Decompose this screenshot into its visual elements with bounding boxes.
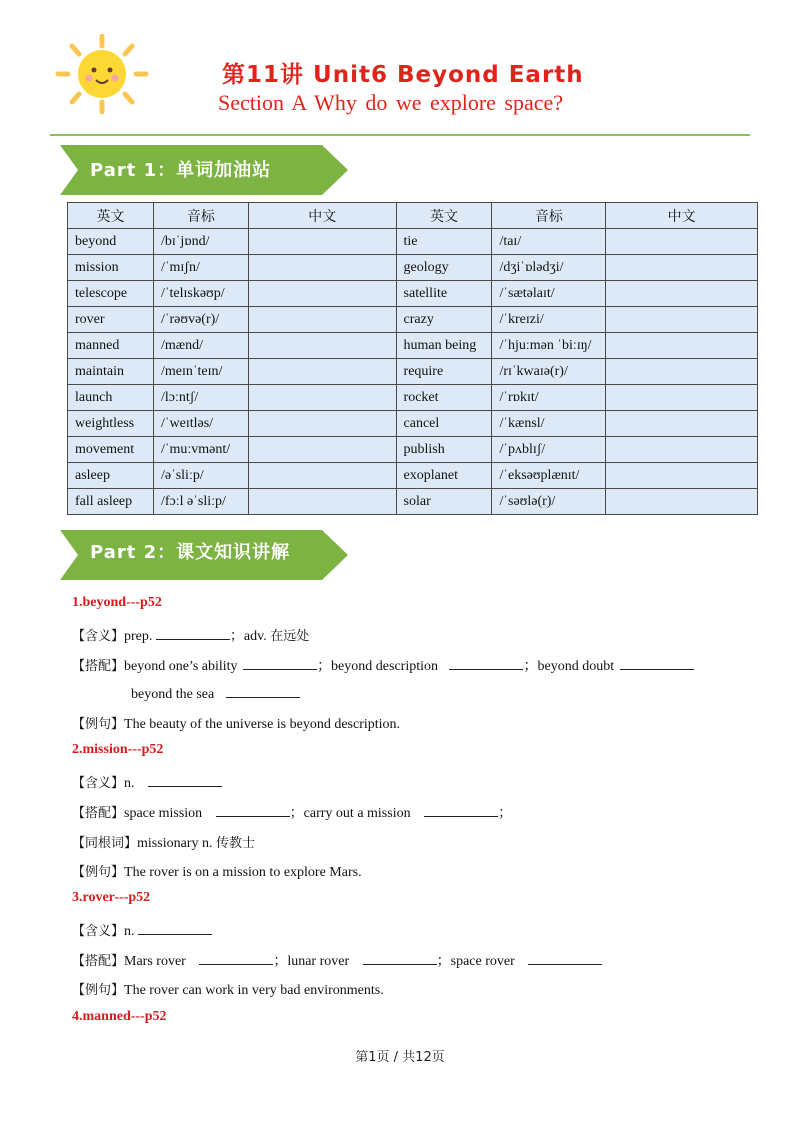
part2-banner (60, 530, 350, 580)
collocation-tag: 【搭配】 (72, 806, 125, 821)
phonetic-cell: /ˈpʌblɪʃ/ (492, 437, 606, 463)
phonetic-cell: /ˈweɪtləs/ (153, 411, 248, 437)
chinese-cell[interactable] (606, 229, 758, 255)
fill-blank[interactable] (363, 950, 437, 965)
fill-blank[interactable] (138, 920, 212, 935)
lesson-title: 第11讲 Unit6 Beyond Earth (222, 62, 584, 88)
phonetic-cell: /ˈkænsl/ (492, 411, 606, 437)
meaning-tag: 【含义】 (72, 629, 125, 644)
chinese-cell[interactable] (248, 333, 396, 359)
example-tag: 【例句】 (72, 983, 125, 998)
phonetic-cell: /meɪnˈteɪn/ (153, 359, 248, 385)
meaning-line (72, 920, 212, 940)
chinese-cell[interactable] (606, 411, 758, 437)
entry-heading: 1.beyond---p52 (72, 595, 162, 610)
meaning-line (72, 772, 222, 792)
phonetic-cell: /ˈeksəʊplænɪt/ (492, 463, 606, 489)
english-cell: tie (396, 229, 492, 255)
phonetic-cell: /taɪ/ (492, 229, 606, 255)
chinese-cell[interactable] (606, 281, 758, 307)
example-line (72, 979, 384, 999)
fill-blank[interactable] (620, 655, 694, 670)
phonetic-cell: /ˈtelɪskəʊp/ (153, 281, 248, 307)
example-line (72, 861, 362, 881)
section-title: Section A Why do we explore space? (218, 90, 564, 115)
header-cell: 中文 (606, 203, 758, 229)
vocab-row (68, 229, 758, 255)
vocab-row (68, 385, 758, 411)
phonetic-cell: /əˈsliːp/ (153, 463, 248, 489)
page-footer: 第1页 / 共12页 (355, 1050, 445, 1065)
collocation-text: space mission (124, 806, 203, 821)
collocation-text: ；lunar rover (273, 954, 350, 969)
collocation-text: ； (498, 806, 513, 821)
collocation-text: beyond the sea (131, 687, 215, 702)
collocation-line (72, 655, 694, 675)
fill-blank[interactable] (528, 950, 602, 965)
chinese-cell[interactable] (248, 411, 396, 437)
sun-logo-icon (52, 34, 152, 114)
chinese-cell[interactable] (606, 333, 758, 359)
entry-heading: 2.mission---p52 (72, 742, 164, 757)
english-cell: manned (68, 333, 154, 359)
english-cell: beyond (68, 229, 154, 255)
chinese-cell[interactable] (606, 489, 758, 515)
english-cell: geology (396, 255, 492, 281)
collocation-line (72, 802, 512, 822)
english-cell: publish (396, 437, 492, 463)
part2-label: Part 2：课文知识讲解 (90, 542, 291, 563)
phonetic-cell: /ˈmɪʃn/ (153, 255, 248, 281)
header-divider (50, 134, 750, 136)
chinese-cell[interactable] (248, 359, 396, 385)
header-cell: 中文 (248, 203, 396, 229)
english-cell: telescope (68, 281, 154, 307)
english-cell: crazy (396, 307, 492, 333)
english-cell: rocket (396, 385, 492, 411)
phonetic-cell: /ˈrɒkɪt/ (492, 385, 606, 411)
header-cell: 音标 (492, 203, 606, 229)
header-cell: 英文 (396, 203, 492, 229)
cognate-cn: 传教士 (215, 836, 255, 851)
meaning-tag: 【含义】 (72, 776, 125, 791)
cognate-tag: 【同根词】 (72, 836, 138, 851)
english-cell: rover (68, 307, 154, 333)
fill-blank[interactable] (148, 772, 222, 787)
vocab-row (68, 463, 758, 489)
cognate-text: missionary n. (137, 836, 213, 851)
meaning-line (72, 625, 309, 645)
collocation-tag: 【搭配】 (72, 954, 125, 969)
vocab-row (68, 359, 758, 385)
english-cell: require (396, 359, 492, 385)
entry-heading: 4.manned---p52 (72, 1009, 167, 1024)
fill-blank[interactable] (156, 625, 230, 640)
vocab-row (68, 255, 758, 281)
part1-banner (60, 145, 350, 195)
chinese-cell[interactable] (248, 463, 396, 489)
english-cell: human being (396, 333, 492, 359)
collocation-line (72, 950, 602, 970)
chinese-cell[interactable] (248, 281, 396, 307)
english-cell: fall asleep (68, 489, 154, 515)
collocation-text: beyond one’s ability (124, 659, 238, 674)
fill-blank[interactable] (243, 655, 317, 670)
example-text: The rover is on a mission to explore Mars. (124, 865, 362, 880)
fill-blank[interactable] (216, 802, 290, 817)
chinese-cell[interactable] (248, 229, 396, 255)
example-text: The beauty of the universe is beyond description. (124, 717, 401, 732)
chinese-cell[interactable] (248, 307, 396, 333)
vocab-header-row (68, 203, 758, 229)
chinese-cell[interactable] (606, 385, 758, 411)
english-cell: movement (68, 437, 154, 463)
cognate-line (72, 832, 255, 852)
phonetic-cell: /ˈsætəlaɪt/ (492, 281, 606, 307)
vocab-row (68, 437, 758, 463)
vocab-table (67, 202, 758, 515)
meaning-tag: 【含义】 (72, 924, 125, 939)
example-line (72, 713, 400, 733)
vocab-row (68, 333, 758, 359)
collocation-line-cont (131, 683, 300, 703)
phonetic-cell: /fɔːl əˈsliːp/ (153, 489, 248, 515)
english-cell: solar (396, 489, 492, 515)
vocab-row (68, 281, 758, 307)
meaning-cn: 在远处 (270, 629, 310, 644)
english-cell: satellite (396, 281, 492, 307)
phonetic-cell: /ˈmuːvmənt/ (153, 437, 248, 463)
vocab-row (68, 411, 758, 437)
pos-text: ；adv. (229, 629, 267, 644)
chinese-cell[interactable] (606, 359, 758, 385)
fill-blank[interactable] (226, 683, 300, 698)
chinese-cell[interactable] (606, 255, 758, 281)
entry-heading: 3.rover---p52 (72, 890, 151, 905)
english-cell: maintain (68, 359, 154, 385)
english-cell: cancel (396, 411, 492, 437)
chinese-cell[interactable] (248, 437, 396, 463)
phonetic-cell: /ˈrəʊvə(r)/ (153, 307, 248, 333)
english-cell: mission (68, 255, 154, 281)
collocation-text: ；beyond description (317, 659, 438, 674)
phonetic-cell: /ˈkreɪzi/ (492, 307, 606, 333)
chinese-cell[interactable] (606, 437, 758, 463)
phonetic-cell: /mænd/ (153, 333, 248, 359)
collocation-text: ；beyond doubt (523, 659, 615, 674)
example-tag: 【例句】 (72, 865, 125, 880)
phonetic-cell: /rɪˈkwaɪə(r)/ (492, 359, 606, 385)
phonetic-cell: /ˈsəʊlə(r)/ (492, 489, 606, 515)
phonetic-cell: /lɔːntʃ/ (153, 385, 248, 411)
pos-text: n. (124, 924, 135, 939)
collocation-text: ；carry out a mission (289, 806, 411, 821)
example-text: The rover can work in very bad environments. (124, 983, 384, 998)
phonetic-cell: /dʒiˈɒlədʒi/ (492, 255, 606, 281)
fill-blank[interactable] (424, 802, 498, 817)
pos-text: n. (124, 776, 135, 791)
vocab-row (68, 489, 758, 515)
header-cell: 音标 (153, 203, 248, 229)
chinese-cell[interactable] (248, 489, 396, 515)
chinese-cell[interactable] (606, 463, 758, 489)
english-cell: launch (68, 385, 154, 411)
chinese-cell[interactable] (248, 255, 396, 281)
collocation-text: Mars rover (124, 954, 186, 969)
collocation-tag: 【搭配】 (72, 659, 125, 674)
english-cell: asleep (68, 463, 154, 489)
part1-label: Part 1：单词加油站 (90, 160, 272, 181)
header-cell: 英文 (68, 203, 154, 229)
chinese-cell[interactable] (248, 385, 396, 411)
collocation-text: ；space rover (436, 954, 515, 969)
vocab-row (68, 307, 758, 333)
fill-blank[interactable] (199, 950, 273, 965)
example-tag: 【例句】 (72, 717, 125, 732)
english-cell: weightless (68, 411, 154, 437)
english-cell: exoplanet (396, 463, 492, 489)
phonetic-cell: /ˈhjuːmən ˈbiːɪŋ/ (492, 333, 606, 359)
chinese-cell[interactable] (606, 307, 758, 333)
fill-blank[interactable] (449, 655, 523, 670)
phonetic-cell: /bɪˈjɒnd/ (153, 229, 248, 255)
pos-text: prep. (124, 629, 153, 644)
